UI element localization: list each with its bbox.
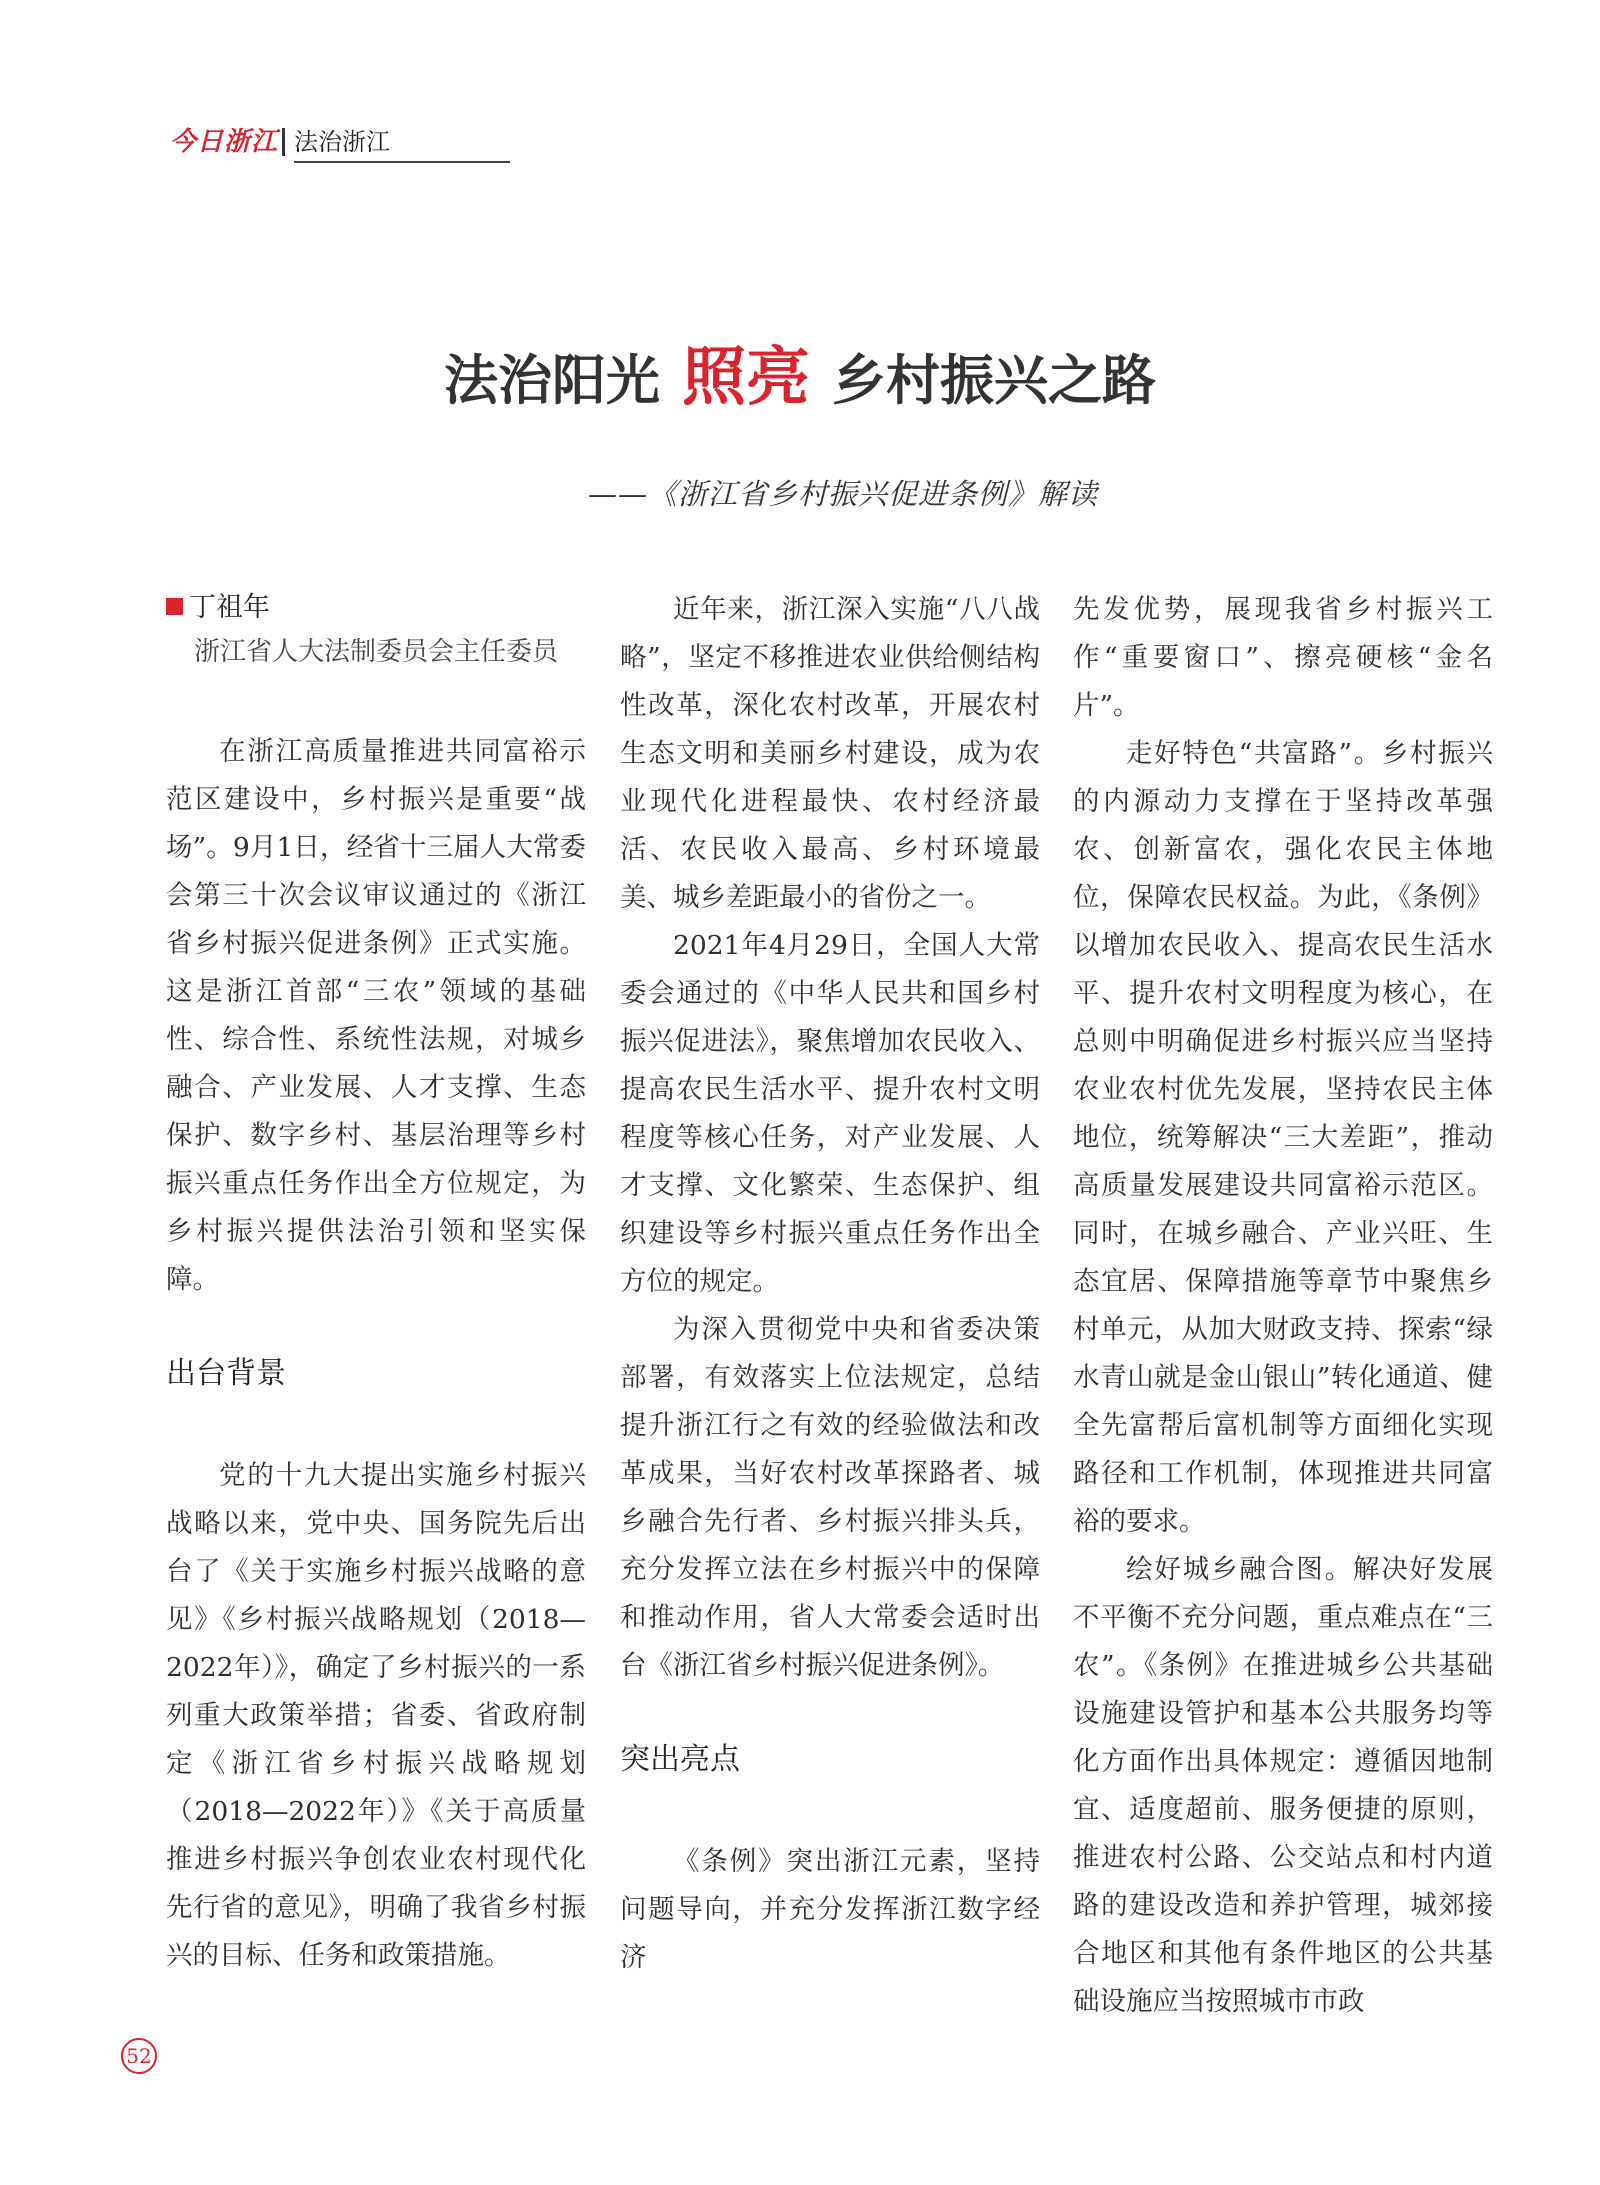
column-3 [1073,586,1493,2026]
section-heading: 出台背景 [166,1356,286,1391]
paragraph: 绘好城乡融合图。解决好发展不平衡不充分问题，重点难点在“三农”。《条例》在推进城乡公共基础设施建设管护和基本公共服务均等化方面作出具体规定：遵循因地制宜、适度超前、服务便捷的原则，推进农村公路、公交站点和村内道路的建设改造和养护管理，城郊接合地区和其他有条件地区的公共基础设施应当按照城市市政 [1073,1554,1493,2017]
paragraph: 2021年4月29日，全国人大常委会通过的《中华人民共和国乡村振兴促进法》，聚焦增加农民收入、提高农民生活水平、提升农村文明程度等核心任务，对产业发展、人才支撑、文化繁荣、生态保护、组织建设等乡村振兴重点任务作出全方位的规定。 [620,930,1040,1297]
column-1 [166,586,586,1980]
paragraph: 党的十九大提出实施乡村振兴战略以来，党中央、国务院先后出台了《关于实施乡村振兴战略的意见》《乡村振兴战略规划（2018—2022年）》，确定了乡村振兴的一系列重大政策举措；省委、省政府制定《浙江省乡村振兴战略规划（2018—2022年）》《关于高质量推进乡村振兴争创农业农村现代化先行省的意见》，明确了我省乡村振兴的目标、任务和政策措施。 [166,1460,586,1971]
header-rule [294,161,510,163]
title-part2: 乡村振兴之路 [832,349,1156,412]
header-divider [282,128,285,156]
author-affiliation: 浙江省人大法制委员会主任委员 [194,637,559,667]
page-number: 52 [121,2038,157,2074]
column-2 [620,586,1040,1982]
section-name: 法治浙江 [294,128,390,156]
paragraph: 《条例》突出浙江元素，坚持问题导向，并充分发挥浙江数字经济 [620,1846,1040,1973]
title-part1: 法治阳光 [444,349,660,412]
article-subtitle: ——《浙江省乡村振兴促进条例》解读 [588,477,1099,511]
title-accent: 照亮 [682,341,810,415]
author-line [166,586,586,630]
paragraph: 为深入贯彻党中央和省委决策部署，有效落实上位法规定，总结提升浙江行之有效的经验做法和改革成果，当好农村改革探路者、城乡融合先行者、乡村振兴排头兵，充分发挥立法在乡村振兴中的保障和推动作用，省人大常委会适时出台《浙江省乡村振兴促进条例》。 [620,1314,1040,1681]
paragraph: 走好特色“共富路”。乡村振兴的内源动力支撑在于坚持改革强农、创新富农，强化农民主体地位，保障农民权益。为此，《条例》以增加农民收入、提高农民生活水平、提升农村文明程度为核心，在总则中明确促进乡村振兴应当坚持农业农村优先发展，坚持农民主体地位，统筹解决“三大差距”，推动高质量发展建设共同富裕示范区。同时，在城乡融合、产业兴旺、生态宜居、保障措施等章节中聚焦乡村单元，从加大财政支持、探索“绿水青山就是金山银山”转化通道、健全先富帮后富机制等方面细化实现路径和工作机制，体现推进共同富裕的要求。 [1073,738,1493,1537]
brand-logo: 今日浙江 [170,127,279,157]
page-header [170,124,510,164]
author-marker [166,598,183,615]
author-name: 丁祖年 [189,592,270,623]
paragraph: 近年来，浙江深入实施“八八战略”，坚定不移推进农业供给侧结构性改革，深化农村改革，开展农村生态文明和美丽乡村建设，成为农业现代化进程最快、农村经济最活、农民收入最高、乡村环境最美、城乡差距最小的省份之一。 [620,594,1040,913]
section-heading: 突出亮点 [620,1742,740,1777]
paragraph-continued: 先发优势，展现我省乡村振兴工作“重要窗口”、擦亮硬核“金名片”。 [1073,594,1493,721]
article-title [0,342,1600,417]
paragraph: 在浙江高质量推进共同富裕示范区建设中，乡村振兴是重要“战场”。9月1日，经省十三届人大常委会第三十次会议审议通过的《浙江省乡村振兴促进条例》正式实施。这是浙江首部“三农”领域的基础性、综合性、系统性法规，对城乡融合、产业发展、人才支撑、生态保护、数字乡村、基层治理等乡村振兴重点任务作出全方位规定，为乡村振兴提供法治引领和坚实保障。 [166,736,586,1295]
